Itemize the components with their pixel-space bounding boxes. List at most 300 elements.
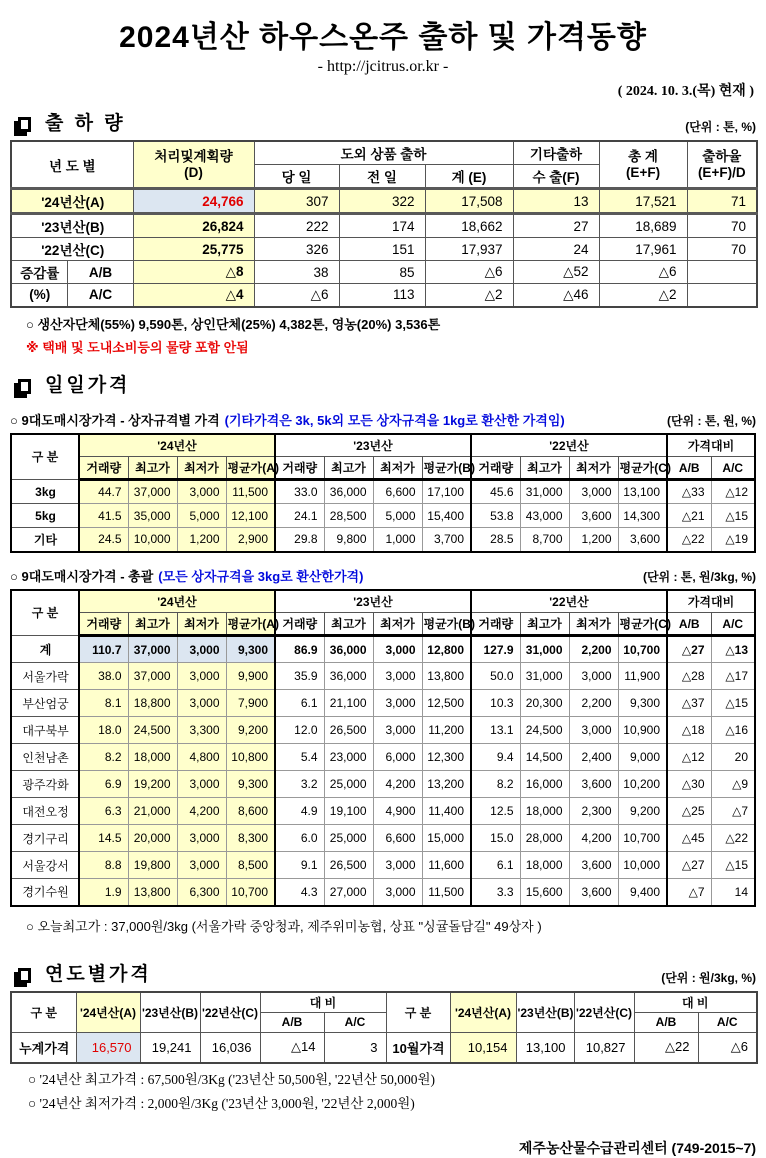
plan-cell: 25,775 (133, 238, 254, 261)
table-row (11, 690, 755, 717)
cell: 1,200 (569, 528, 618, 552)
col-header-high: 최고가 (520, 613, 569, 636)
cell: 12,500 (422, 690, 471, 717)
shipment-unit-label: (단위 : 톤, %) (685, 120, 756, 134)
cell: 36,000 (324, 636, 373, 663)
group-header-2023: '23년산 (275, 434, 471, 457)
compare-cell: △22 (634, 1032, 698, 1063)
col-header-ab: A/B (667, 457, 711, 480)
col-header-low: 최저가 (569, 613, 618, 636)
compare-cell: △25 (667, 798, 711, 825)
cell: 4.3 (275, 879, 324, 906)
cell: 9,900 (226, 663, 275, 690)
compare-cell: △6 (698, 1032, 757, 1063)
cell: 13.1 (471, 717, 520, 744)
cell: 2,400 (569, 744, 618, 771)
table-row-2022 (11, 238, 757, 261)
box-price-caption-note: (기타가격은 3k, 5k외 모든 상자규격을 1kg로 환산한 가격임) (224, 412, 565, 428)
cell: 3,000 (569, 663, 618, 690)
cell: 37,000 (128, 480, 177, 504)
table-row (11, 744, 755, 771)
cell: 3,300 (177, 717, 226, 744)
cell: 35,000 (128, 504, 177, 528)
row-label: 경기수원 (11, 879, 79, 906)
cell: 9,300 (226, 636, 275, 663)
col-header-rate-line2: (E+F)/D (697, 164, 746, 180)
cell: 14,300 (618, 504, 667, 528)
cell: 4.9 (275, 798, 324, 825)
section-square-icon (18, 968, 31, 983)
cell: 5,000 (373, 504, 422, 528)
cell: 31,000 (520, 663, 569, 690)
col-header-high: 최고가 (324, 457, 373, 480)
yearly-price-section-title: 연도별가격 (45, 963, 152, 985)
col-header-volume: 거래량 (79, 613, 128, 636)
october-price-2024: 10,154 (450, 1032, 516, 1063)
col-header-rate-line1: 출하율 (702, 148, 742, 164)
cell: 31,000 (520, 636, 569, 663)
table-row (11, 528, 755, 552)
cell: 29.8 (275, 528, 324, 552)
cell: 12,100 (226, 504, 275, 528)
cell: 27 (513, 214, 599, 238)
website-link[interactable]: - http://jcitrus.or.kr - (317, 58, 449, 75)
cell: 17,937 (425, 238, 513, 261)
compare-cell: △12 (711, 480, 755, 504)
daily-price-section-title: 일일가격 (45, 374, 131, 396)
row-label: 10월가격 (386, 1032, 450, 1063)
cell: 9,300 (618, 690, 667, 717)
cell: 1,000 (373, 528, 422, 552)
row-label: 서울강서 (11, 852, 79, 879)
cell: 24.5 (79, 528, 128, 552)
cell: 10,000 (128, 528, 177, 552)
col-header-gubun: 구 분 (11, 992, 76, 1033)
cell: 19,800 (128, 852, 177, 879)
col-header-total (599, 141, 687, 189)
cell: 9,200 (226, 717, 275, 744)
cell: 8,600 (226, 798, 275, 825)
cell: 3,000 (177, 663, 226, 690)
cell: 6.0 (275, 825, 324, 852)
cell: 19,100 (324, 798, 373, 825)
cell: 18,662 (425, 214, 513, 238)
cell: 9,000 (618, 744, 667, 771)
cell: 17,100 (422, 480, 471, 504)
col-header-ac: A/C (711, 457, 755, 480)
cell: 21,000 (128, 798, 177, 825)
col-header-high: 최고가 (324, 613, 373, 636)
col-header-low: 최저가 (373, 613, 422, 636)
cell: 4,200 (177, 798, 226, 825)
cell: 15,400 (422, 504, 471, 528)
cell: 6,000 (373, 744, 422, 771)
group-header-2022: '22년산 (471, 590, 667, 613)
cell: 11,600 (422, 852, 471, 879)
row-label: 서울가락 (11, 663, 79, 690)
cell: 10,827 (574, 1032, 634, 1063)
col-header-year: 년 도 별 (11, 141, 133, 189)
compare-cell: △33 (667, 480, 711, 504)
cell: 31,000 (520, 480, 569, 504)
cell: 3,600 (569, 504, 618, 528)
overall-price-rows (11, 636, 755, 906)
col-header-avg-c: 평균가(C) (618, 613, 667, 636)
col-header-volume: 거래량 (275, 457, 324, 480)
cell: 3.2 (275, 771, 324, 798)
cell: 17,961 (599, 238, 687, 261)
cell: 28.5 (471, 528, 520, 552)
cell: 3,000 (569, 480, 618, 504)
plan-cell: △8 (133, 261, 254, 284)
cell: 19,241 (140, 1032, 200, 1063)
col-header-2024: '24년산(A) (76, 992, 140, 1033)
cell: 13,800 (422, 663, 471, 690)
cell: 10,900 (618, 717, 667, 744)
cell: 13,200 (422, 771, 471, 798)
col-header-plan-line1: 처리및계획량 (154, 148, 233, 164)
col-header-ac: A/C (698, 1012, 757, 1032)
cell: 16,000 (520, 771, 569, 798)
row-label: '24년산(A) (11, 189, 133, 214)
compare-cell: △15 (711, 852, 755, 879)
cell: 6.1 (275, 690, 324, 717)
cell: 24,500 (520, 717, 569, 744)
compare-cell: △30 (667, 771, 711, 798)
compare-cell: △37 (667, 690, 711, 717)
cell: 10,000 (618, 852, 667, 879)
overall-price-caption-note: (모든 상자규격을 3kg로 환산한가격) (158, 568, 364, 584)
cell: 9,200 (618, 798, 667, 825)
as-of-date: ( 2024. 10. 3.(목) 현재 ) (617, 84, 754, 99)
col-header-export: 수 출(F) (513, 165, 599, 189)
cell: △46 (513, 284, 599, 307)
cell: 10,700 (618, 825, 667, 852)
cell: 12,800 (422, 636, 471, 663)
cell: 113 (339, 284, 425, 307)
cell: 3,000 (373, 636, 422, 663)
group-header-compare: 대 비 (260, 992, 386, 1013)
cell: 28,000 (520, 825, 569, 852)
cell: 18,800 (128, 690, 177, 717)
cell: 36,000 (324, 663, 373, 690)
cumulative-price-2024: 16,570 (76, 1032, 140, 1063)
compare-cell: △12 (667, 744, 711, 771)
cell: 41.5 (79, 504, 128, 528)
col-header-prev: 전 일 (339, 165, 425, 189)
daily-price-section-header (10, 370, 756, 397)
cell: 86.9 (275, 636, 324, 663)
table-row (11, 717, 755, 744)
cell: 27,000 (324, 879, 373, 906)
cell: 307 (254, 189, 339, 214)
cell: 3,000 (177, 690, 226, 717)
col-header-gubun: 구 분 (11, 434, 79, 480)
cell: 12.0 (275, 717, 324, 744)
min-price-note: ○ '24년산 최저가격 : 2,000원/3Kg ('23년산 3,000원, '22년산 2,000원) (28, 1096, 415, 1111)
cell: 14,500 (520, 744, 569, 771)
cell: 2,900 (226, 528, 275, 552)
cell: 4,900 (373, 798, 422, 825)
cell: 127.9 (471, 636, 520, 663)
col-header-plan-line2: (D) (184, 164, 203, 180)
cell: 28,500 (324, 504, 373, 528)
plan-cell: △4 (133, 284, 254, 307)
cell: 9.1 (275, 852, 324, 879)
compare-cell: △15 (711, 504, 755, 528)
row-label: 증감률 (11, 261, 67, 284)
cell: 25,000 (324, 771, 373, 798)
box-size-price-table (10, 433, 756, 553)
col-header-ab: A/B (667, 613, 711, 636)
cell: 8.8 (79, 852, 128, 879)
overall-price-table (10, 589, 756, 907)
row-label: '22년산(C) (11, 238, 133, 261)
compare-cell: △45 (667, 825, 711, 852)
cell: 3,000 (177, 825, 226, 852)
cell: 6,600 (373, 825, 422, 852)
cell: 44.7 (79, 480, 128, 504)
compare-cell: △19 (711, 528, 755, 552)
cell: 15,600 (520, 879, 569, 906)
row-label: 부산엄궁 (11, 690, 79, 717)
group-header-compare: 가격대비 (667, 434, 755, 457)
cell: 326 (254, 238, 339, 261)
cell: 12.5 (471, 798, 520, 825)
cell: 11,200 (422, 717, 471, 744)
cell: 174 (339, 214, 425, 238)
warning-note: ※ 택배 및 도내소비등의 물량 포함 안됨 (26, 339, 249, 355)
cell: 20,300 (520, 690, 569, 717)
col-header-2023: '23년산(B) (516, 992, 574, 1033)
cell: 9,300 (226, 771, 275, 798)
section-square-icon (18, 379, 31, 394)
group-header-2024: '24년산 (79, 590, 275, 613)
row-label: (%) (11, 284, 67, 307)
cell: 23,000 (324, 744, 373, 771)
cell: 3,000 (373, 852, 422, 879)
compare-cell: △15 (711, 690, 755, 717)
col-header-ab: A/B (634, 1012, 698, 1032)
row-label: 인천남촌 (11, 744, 79, 771)
cell: 10.3 (471, 690, 520, 717)
cell: 2,200 (569, 690, 618, 717)
col-header-2023: '23년산(B) (140, 992, 200, 1033)
cell: 3,000 (177, 771, 226, 798)
cell: 35.9 (275, 663, 324, 690)
cell: 18,689 (599, 214, 687, 238)
group-header-compare: 대 비 (634, 992, 757, 1013)
col-header-gubun: 구 분 (11, 590, 79, 636)
col-header-ac: A/C (324, 1012, 386, 1032)
col-header-total-line1: 총 계 (628, 148, 658, 164)
row-sublabel: A/B (67, 261, 133, 284)
cell: 1.9 (79, 879, 128, 906)
col-header-avg-a: 평균가(A) (226, 613, 275, 636)
table-row (11, 798, 755, 825)
cell: 18,000 (128, 744, 177, 771)
col-header-low: 최저가 (569, 457, 618, 480)
cell: 36,000 (324, 480, 373, 504)
cell: 37,000 (128, 636, 177, 663)
cell: 11,500 (226, 480, 275, 504)
cell: 3.3 (471, 879, 520, 906)
cell: 3,000 (177, 480, 226, 504)
cell: △6 (254, 284, 339, 307)
cell: 25,000 (324, 825, 373, 852)
cell: 2,300 (569, 798, 618, 825)
col-header-high: 최고가 (128, 613, 177, 636)
cell: 4,200 (569, 825, 618, 852)
cell: 8.1 (79, 690, 128, 717)
cell: 8,700 (520, 528, 569, 552)
compare-cell: 3 (324, 1032, 386, 1063)
table-row (11, 636, 755, 663)
cell: 11,900 (618, 663, 667, 690)
cell: 17,521 (599, 189, 687, 214)
yearly-price-unit-label: (단위 : 원/3kg, %) (661, 970, 756, 985)
row-label: 5kg (11, 504, 79, 528)
cell: 50.0 (471, 663, 520, 690)
cell: 71 (687, 189, 757, 214)
cell: 70 (687, 238, 757, 261)
col-header-total-line2: (E+F) (625, 164, 661, 180)
yearly-price-table (10, 991, 758, 1065)
cell: 3,700 (422, 528, 471, 552)
compare-cell: △18 (667, 717, 711, 744)
cell: 24.1 (275, 504, 324, 528)
cell: 85 (339, 261, 425, 284)
cell: 3,600 (569, 771, 618, 798)
cell: 8.2 (79, 744, 128, 771)
row-label: 기타 (11, 528, 79, 552)
cell (687, 284, 757, 307)
cell: 110.7 (79, 636, 128, 663)
cell: 322 (339, 189, 425, 214)
col-header-rate (687, 141, 757, 189)
col-header-sum-e: 계 (E) (425, 165, 513, 189)
compare-cell: △7 (711, 798, 755, 825)
row-sublabel: A/C (67, 284, 133, 307)
yearly-price-section-header (10, 959, 756, 986)
col-header-high: 최고가 (520, 457, 569, 480)
cell: 26,500 (324, 852, 373, 879)
cell: 8.2 (471, 771, 520, 798)
cell: 5,000 (177, 504, 226, 528)
plan-cell: 24,766 (133, 189, 254, 214)
col-header-avg-b: 평균가(B) (422, 457, 471, 480)
cell: 20,000 (128, 825, 177, 852)
box-size-price-rows (11, 480, 755, 552)
table-row (11, 480, 755, 504)
shipment-section-header (10, 108, 756, 135)
cell: 43,000 (520, 504, 569, 528)
compare-cell: △28 (667, 663, 711, 690)
table-row (11, 879, 755, 906)
row-label: 3kg (11, 480, 79, 504)
row-label: 광주각화 (11, 771, 79, 798)
page-title: 2024년산 하우스온주 출하 및 가격동향 (119, 21, 647, 54)
col-header-outbound-group: 도외 상품 출하 (254, 141, 513, 165)
cell: 3,600 (618, 528, 667, 552)
section-square-icon (18, 117, 31, 132)
production-note: ○ 생산자단체(55%) 9,590톤, 상인단체(25%) 4,382톤, 영농(20%) 3,536톤 (26, 316, 441, 332)
col-header-volume: 거래량 (471, 613, 520, 636)
compare-cell: △13 (711, 636, 755, 663)
cell: 3,600 (569, 852, 618, 879)
group-header-2024: '24년산 (79, 434, 275, 457)
cell: 11,500 (422, 879, 471, 906)
shipment-section-title: 출 하 량 (45, 113, 126, 134)
col-header-low: 최저가 (177, 613, 226, 636)
row-label: 대전오정 (11, 798, 79, 825)
cell: △52 (513, 261, 599, 284)
col-header-2024: '24년산(A) (450, 992, 516, 1033)
col-header-avg-c: 평균가(C) (618, 457, 667, 480)
cell: 5.4 (275, 744, 324, 771)
cell: 11,400 (422, 798, 471, 825)
compare-cell: 14 (711, 879, 755, 906)
cell: 4,200 (373, 771, 422, 798)
row-label: 대구북부 (11, 717, 79, 744)
cell: 53.8 (471, 504, 520, 528)
compare-cell: △17 (711, 663, 755, 690)
cell: 16,036 (200, 1032, 260, 1063)
cell: 4,800 (177, 744, 226, 771)
today-high-price-note: ○ 오늘최고가 : 37,000원/3kg (서울가락 중앙청과, 제주위미농협, 상표 "싱귤돌담길" 49상자 ) (26, 918, 542, 934)
compare-cell: △7 (667, 879, 711, 906)
cell: 10,200 (618, 771, 667, 798)
col-header-volume: 거래량 (79, 457, 128, 480)
row-label: 경기구리 (11, 825, 79, 852)
cell: 6,300 (177, 879, 226, 906)
col-header-today: 당 일 (254, 165, 339, 189)
cell: 19,200 (128, 771, 177, 798)
cell: 3,000 (373, 663, 422, 690)
col-header-avg-b: 평균가(B) (422, 613, 471, 636)
compare-cell: △27 (667, 852, 711, 879)
table-row (11, 771, 755, 798)
cell: △2 (599, 284, 687, 307)
table-row-2024 (11, 189, 757, 214)
compare-cell: △9 (711, 771, 755, 798)
cell: 26,500 (324, 717, 373, 744)
cell: 12,300 (422, 744, 471, 771)
col-header-plan (133, 141, 254, 189)
col-header-ab: A/B (260, 1012, 324, 1032)
cell: 8,500 (226, 852, 275, 879)
col-header-etc: 기타출하 (513, 141, 599, 165)
col-header-high: 최고가 (128, 457, 177, 480)
cell: 18.0 (79, 717, 128, 744)
cell: 3,000 (373, 690, 422, 717)
col-header-low: 최저가 (177, 457, 226, 480)
plan-cell: 26,824 (133, 214, 254, 238)
table-row (11, 852, 755, 879)
table-row-change-ab (11, 261, 757, 284)
table-row (11, 504, 755, 528)
group-header-2022: '22년산 (471, 434, 667, 457)
cell: 9,800 (324, 528, 373, 552)
col-header-ac: A/C (711, 613, 755, 636)
box-price-caption: ○ 9대도매시장가격 - 상자규격별 가격 (10, 412, 220, 428)
table-row-2023 (11, 214, 757, 238)
cell: 10,700 (618, 636, 667, 663)
cell: 21,100 (324, 690, 373, 717)
compare-cell: △22 (667, 528, 711, 552)
cell: 2,200 (569, 636, 618, 663)
cell: 6.1 (471, 852, 520, 879)
